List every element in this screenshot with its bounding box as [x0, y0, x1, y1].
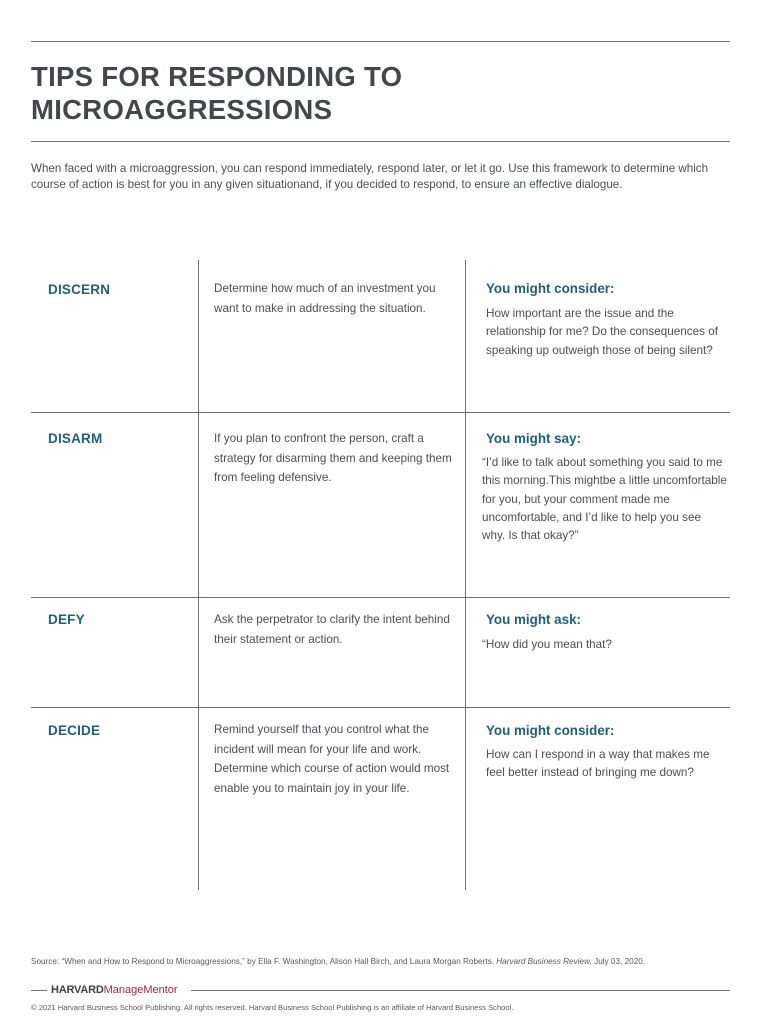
row-label: DEFY	[48, 612, 85, 627]
row-description: Ask the perpetrator to clarify the intent behind their statement or action.	[214, 613, 450, 646]
row-label: DISCERN	[48, 282, 111, 297]
page-title	[31, 60, 711, 126]
brand-managementor: ManageMentor	[103, 984, 178, 996]
row-divider-3	[31, 707, 730, 708]
top-rule	[31, 41, 730, 42]
page-title-line2: MICROAGGRESSIONS	[31, 94, 333, 125]
row-prompt: You might ask:	[486, 612, 581, 627]
source-text: Source: “When and How to Respond to Microaggressions,” by Ella F. Washington, Alison Hall Birch, and Laura Morgan Roberts.	[31, 957, 494, 966]
row-label: DECIDE	[48, 723, 101, 738]
row-prompt: You might consider:	[486, 723, 615, 738]
brand-harvard: HARVARD	[51, 984, 104, 996]
row-answer: How important are the issue and the relationship for me? Do the consequences of speaking up outweigh those of being silent?	[486, 307, 718, 357]
row-answer: How can I respond in a way that makes me feel better instead of bringing me down?	[486, 748, 710, 780]
copyright-notice: © 2021 Harvard Business School Publishing. All rights reserved. Harvard Business School Publishing is an affiliate of Harvard Business School.	[31, 1003, 514, 1012]
row-answer: “I’d like to talk about something you said to me this morning.This mightbe a little uncomfortable for you, but your comment made me uncomfortable, and I’d like to help you see why. Is that okay?”	[482, 456, 727, 543]
source-date: July 03, 2020.	[594, 957, 646, 966]
row-label: DISARM	[48, 431, 103, 446]
intro-paragraph: When faced with a microaggression, you can respond immediately, respond later, or let it go. Use this framework to determine which course of action is best for you in any given situationand, if you decided to respond, to ensure an effective dialogue.	[31, 162, 709, 191]
title-rule	[31, 141, 730, 142]
column-divider-2	[465, 260, 466, 890]
row-divider-1	[31, 412, 730, 413]
row-description: If you plan to confront the person, craft a strategy for disarming them and keeping them from feeling defensive.	[214, 432, 452, 485]
row-prompt: You might say:	[486, 431, 581, 446]
row-description: Remind yourself that you control what the incident will mean for your life and work. Determine which course of action would most enable you to maintain joy in your life.	[214, 723, 450, 796]
framework-table	[31, 260, 730, 890]
row-prompt: You might consider:	[486, 281, 615, 296]
footer-rule-left	[31, 990, 47, 991]
brand-logo	[51, 983, 178, 997]
row-description: Determine how much of an investment you want to make in addressing the situation.	[214, 282, 436, 315]
source-journal: Harvard Business Review,	[496, 957, 592, 966]
column-divider-1	[198, 260, 199, 890]
footer-rule-right	[191, 990, 730, 991]
row-answer: “How did you mean that?	[482, 638, 612, 651]
page-title-line1: TIPS FOR RESPONDING TO	[31, 61, 403, 92]
row-divider-2	[31, 597, 730, 598]
source-citation	[31, 957, 731, 966]
